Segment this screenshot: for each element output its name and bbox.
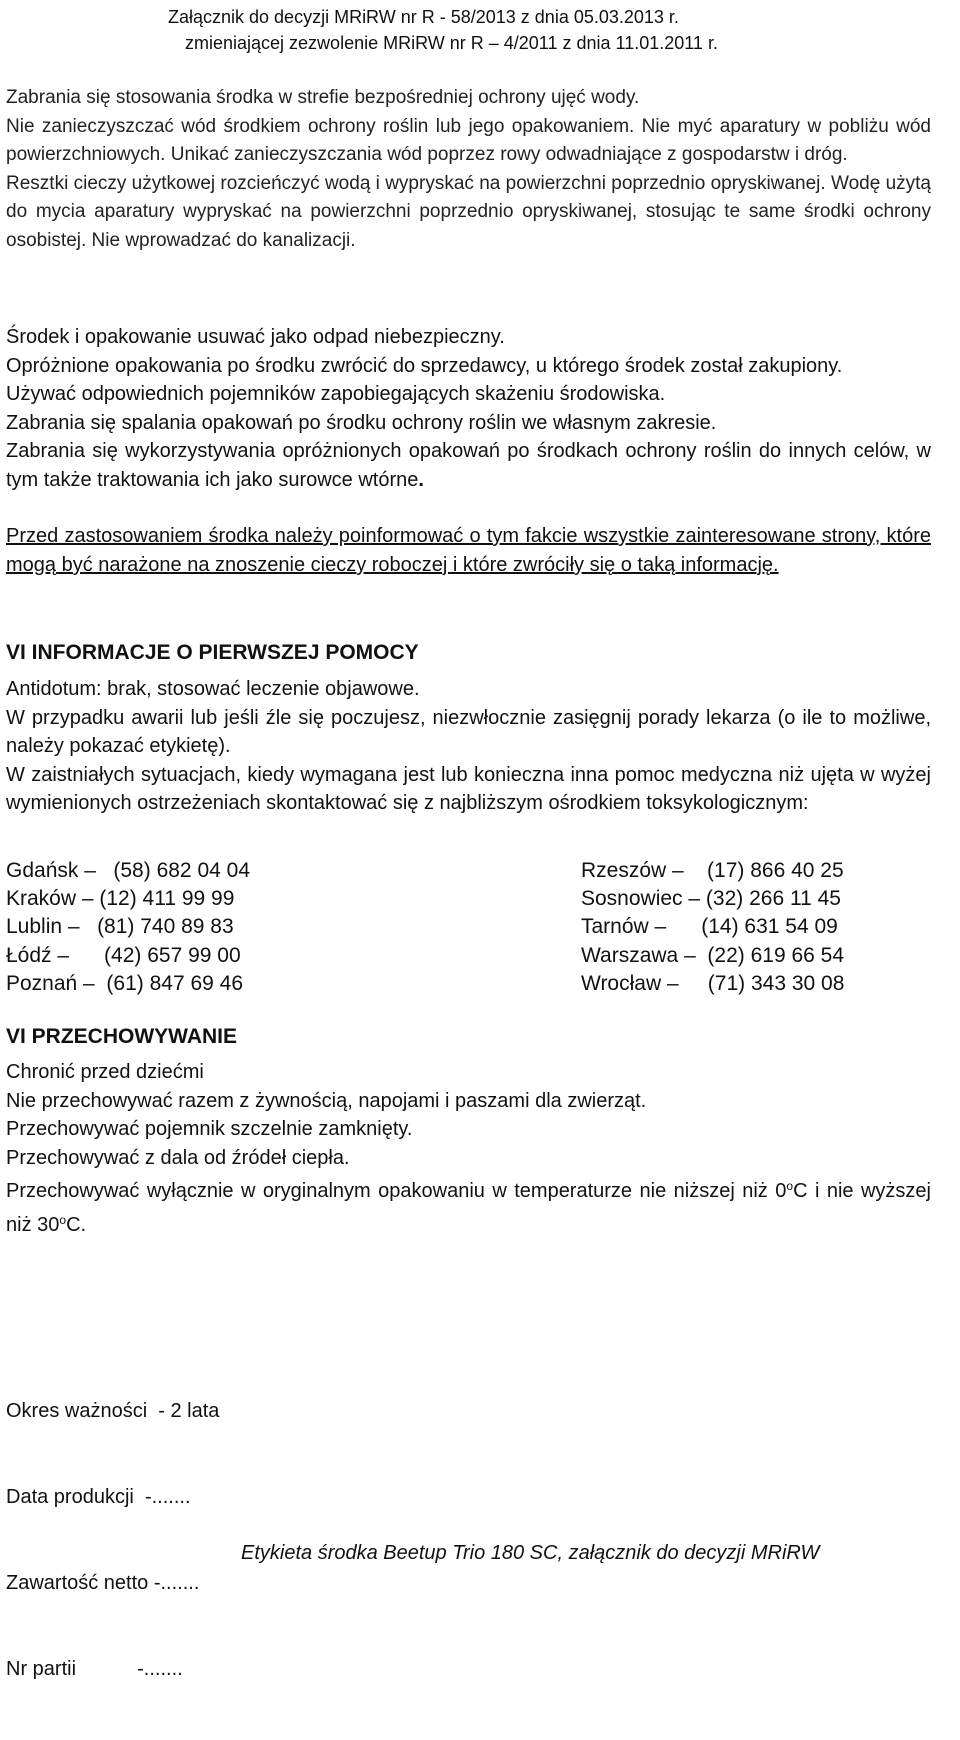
first-aid-heading: VI INFORMACJE O PIERWSZEJ POMOCY [6,641,419,664]
contact-entry: Wrocław – (71) 343 30 08 [581,971,845,995]
env-paragraph-3: Resztki cieczy użytkowej rozcieńczyć wodą i wypryskać na powierzchni poprzednio opryskiwanej. Wodę użytą do mycia aparatury wypryskać na powierzchni poprzednio opryskiwanej, stosując te same środki ochrony osobistej. Nie wprowadzać do kanalizacji. [6,172,931,251]
degree-superscript: o [59,1212,67,1227]
waste-section [6,323,931,495]
storage-heading: VI PRZECHOWYWANIE [6,1025,238,1048]
underlined-warning: Przed zastosowaniem środka należy poinformować o tym fakcie wszystkie zainteresowane strony, które mogą być narażone na znoszenie cieczy roboczej i które zwróciły się o taką informację. [6,525,931,576]
env-paragraph-2: Nie zanieczyszczać wód środkiem ochrony roślin lub jego opakowaniem. Nie myć aparatury w pobliżu wód powierzchniowych. Unikać zanieczyszczania wód poprzez rowy odwadniające z gospodarstw i dróg. [6,115,931,166]
first-aid-section [6,675,931,818]
env-paragraph-6: Używać odpowiednich pojemników zapobiegających skażeniu środowiska. [6,383,666,406]
env-paragraph-7: Zabrania się spalania opakowań po środku ochrony roślin we własnym zakresie. [6,411,717,434]
header-line-2: zmieniającej zezwolenie MRiRW nr R – 4/2011 z dnia 11.01.2011 r. [185,33,718,53]
storage-paragraph-4: Przechowywać z dala od źródeł ciepła. [6,1146,350,1169]
contact-entry: Kraków – (12) 411 99 99 [6,887,235,911]
contact-entry: Warszawa – (22) 619 66 54 [581,943,845,967]
contact-entry: Sosnowiec – (32) 266 11 45 [581,887,841,911]
contact-entry: Tarnów – (14) 631 54 09 [581,915,838,939]
first-aid-paragraph-3: W zaistniałych sytuacjach, kiedy wymagana jest lub konieczna inna pomoc medyczna niż ujęta w wyżej wymienionych ostrzeżeniach skontaktować się z najbliższym ośrodkiem toksykologicznym: [6,763,931,815]
env-paragraph-8 [6,437,931,494]
production-date: Data produkcji -....... [6,1485,191,1508]
contact-entry: Łódź – (42) 657 99 00 [6,943,241,967]
batch-number: Nr partii -....... [6,1657,183,1680]
storage-paragraph-5 [6,1172,931,1239]
first-aid-paragraph-2: W przypadku awarii lub jeśli źle się poczujesz, niezwłocznie zasięgnij porady lekarza (o ile to możliwe, należy pokazać etykietę). [6,706,931,758]
storage-paragraph-1: Chronić przed dziećmi [6,1061,204,1083]
degree-superscript: o [786,1179,794,1194]
contact-entry: Poznań – (61) 847 69 46 [6,971,244,995]
storage-paragraph-2: Nie przechowywać razem z żywnością, napojami i paszami dla zwierząt. [6,1089,647,1112]
first-aid-paragraph-1: Antidotum: brak, stosować leczenie objawowe. [6,678,420,700]
storage-temp-text-a: Przechowywać wyłącznie w oryginalnym opakowaniu w temperaturze nie niższej niż 0 [6,1180,787,1203]
document-footer: Etykieta środka Beetup Trio 180 SC, załącznik do decyzji MRiRW [241,1542,820,1564]
env-paragraph-8-text: Zabrania się wykorzystywania opróżnionych opakowań po środkach ochrony roślin do innych celów, w tym także traktowania ich jako surowce wtórne [6,440,931,491]
contact-entry: Rzeszów – (17) 866 40 25 [581,859,844,882]
validity-period: Okres ważności - 2 lata [6,1400,220,1423]
contacts-left-column [6,857,250,998]
env-paragraph-4: Środek i opakowanie usuwać jako odpad niebezpieczny. [6,326,505,348]
contacts-right-column [581,857,844,998]
net-content: Zawartość netto -....... [6,1571,200,1594]
env-paragraph-8-end: . [418,468,424,491]
storage-paragraph-3: Przechowywać pojemnik szczelnie zamknięty. [6,1118,413,1141]
storage-section [6,1058,931,1240]
storage-temp-text-c: C. [66,1213,87,1236]
contact-entry: Lublin – (81) 740 89 83 [6,915,234,939]
document-header [168,4,868,56]
env-paragraph-5: Opróżnione opakowania po środku zwrócić do sprzedawcy, u którego środek został zakupiony. [6,354,843,377]
contact-entry: Gdańsk – (58) 682 04 04 [6,859,250,882]
storage-temp-text-b: C i nie wyższej niż 30 [6,1180,931,1236]
product-info [6,1340,931,1740]
header-line-1: Załącznik do decyzji MRiRW nr R - 58/2013 z dnia 05.03.2013 r. [168,7,679,27]
environment-section [6,84,931,256]
env-paragraph-1: Zabrania się stosowania środka w strefie bezpośredniej ochrony ujęć wody. [6,87,640,108]
